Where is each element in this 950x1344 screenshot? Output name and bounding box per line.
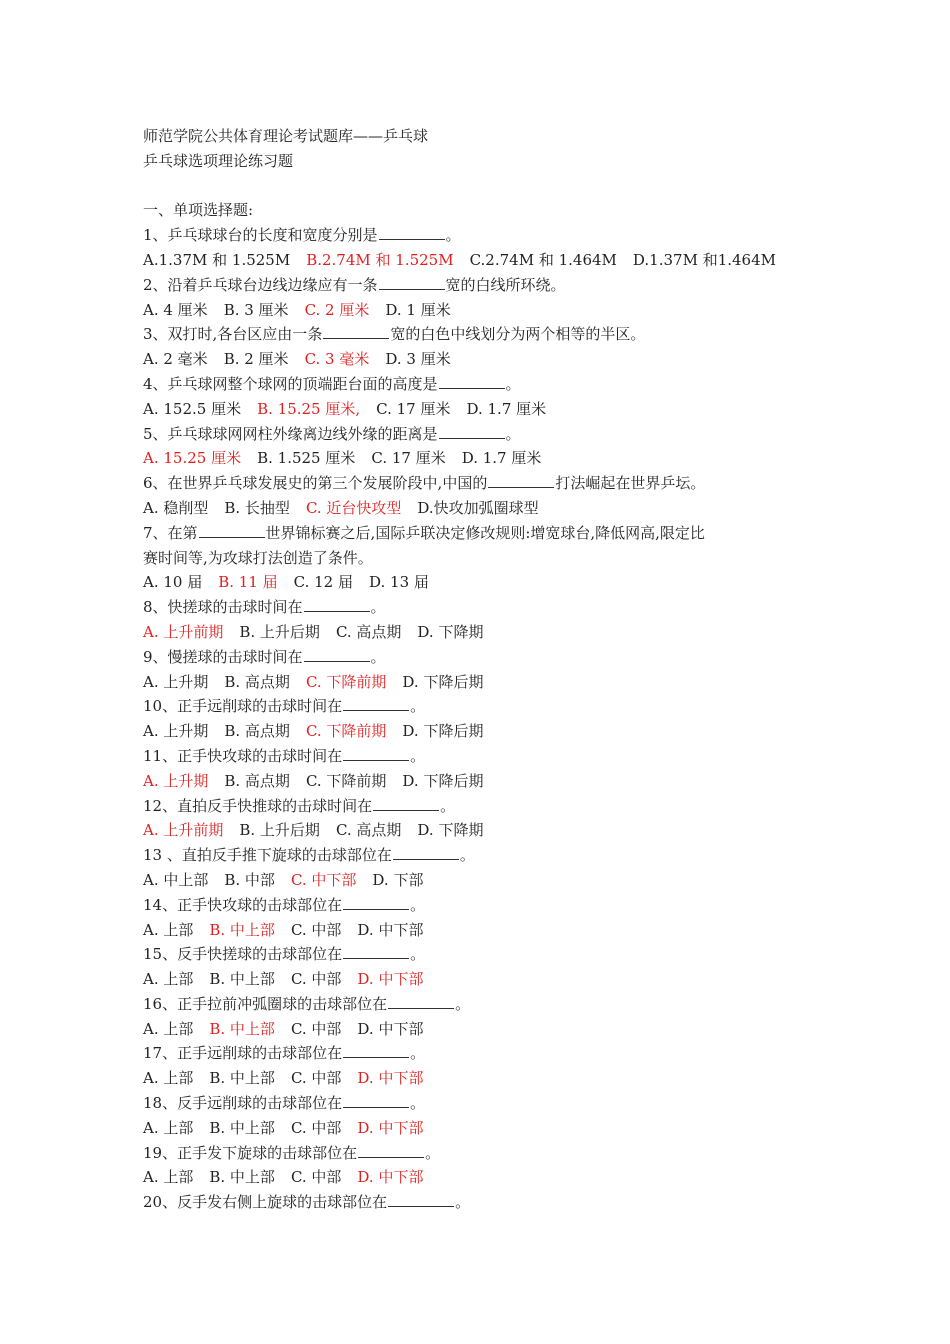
correct-option: A. 上升期: [143, 771, 209, 790]
answer-blank: [343, 944, 409, 959]
correct-option: D. 中下部: [357, 1118, 424, 1137]
option-row: [143, 446, 890, 471]
option: C. 17 厘米: [371, 449, 446, 468]
question-text: 12、直拍反手快推球的击球时间在: [143, 796, 373, 815]
option: B. 2 厘米: [223, 350, 289, 369]
option: A. 2 毫米: [143, 350, 208, 369]
option: C. 17 厘米: [376, 399, 451, 418]
answer-blank: [379, 275, 445, 290]
option: A. 稳削型: [143, 498, 209, 517]
question-stem: [143, 595, 890, 620]
question-text: 1、乒乓球球台的长度和宽度分别是: [143, 226, 378, 245]
option: D. 13 届: [369, 573, 429, 592]
correct-option: C. 近台快攻型: [305, 498, 402, 517]
question-text-end: 。: [505, 374, 521, 393]
question-stem: [143, 471, 890, 496]
question-text-end: 。: [370, 647, 386, 666]
option: D. 下降后期: [402, 672, 484, 691]
option-row: [143, 670, 890, 695]
correct-option: D. 中下部: [357, 1069, 424, 1088]
correct-option: B. 15.25 厘米,: [257, 399, 361, 418]
answer-blank: [379, 225, 445, 240]
option: C. 中部: [290, 970, 342, 989]
answer-blank: [343, 895, 409, 910]
option: B. 上升后期: [239, 622, 320, 641]
answer-blank: [323, 324, 389, 339]
option: C. 中部: [290, 1168, 342, 1187]
answer-blank: [199, 523, 265, 538]
answer-blank: [388, 1192, 454, 1207]
answer-blank: [439, 374, 505, 389]
answer-blank: [388, 994, 454, 1009]
correct-option: B. 11 届: [218, 573, 278, 592]
question-text-end: 宽的白色中线划分为两个相等的半区。: [390, 325, 646, 344]
answer-blank: [393, 845, 459, 860]
question-text: 11、正手快攻球的击球时间在: [143, 746, 343, 765]
question-text-end: 打法崛起在世界乒坛。: [555, 474, 706, 493]
option-row: [143, 496, 890, 521]
option: A. 上部: [143, 1168, 194, 1187]
option: C. 中部: [290, 1118, 342, 1137]
question-text: 15、反手快搓球的击球部位在: [143, 945, 343, 964]
question-text: 10、正手远削球的击球时间在: [143, 697, 343, 716]
option: D. 1.7 厘米: [461, 449, 542, 468]
question-text: 8、快搓球的击球时间在: [143, 598, 303, 617]
option-row: [143, 248, 890, 273]
option: D. 中下部: [357, 920, 424, 939]
doc-subtitle: 乒乓球选项理论练习题: [143, 151, 294, 170]
option: B. 中上部: [209, 970, 275, 989]
question-stem: [143, 942, 890, 967]
correct-option: C. 3 毫米: [304, 350, 370, 369]
option-row: [143, 967, 890, 992]
question-text: 7、在第: [143, 523, 198, 542]
question-stem: [143, 223, 890, 248]
question-stem: [143, 1141, 890, 1166]
question-text: 19、正手发下旋球的击球部位在: [143, 1143, 358, 1162]
option: A. 10 届: [143, 573, 203, 592]
correct-option: C. 下降前期: [305, 672, 387, 691]
correct-option: A. 上升前期: [143, 622, 224, 641]
question-stem: [143, 893, 890, 918]
option: D. 1.7 厘米: [466, 399, 547, 418]
option: A. 上部: [143, 1069, 194, 1088]
section-heading: 一、单项选择题:: [143, 201, 254, 220]
option: B. 长抽型: [224, 498, 290, 517]
option: C. 高点期: [335, 821, 402, 840]
option-row: [143, 818, 890, 843]
spacer: [143, 174, 890, 199]
question-list: [143, 223, 890, 1215]
answer-blank: [373, 796, 439, 811]
option: B. 3 厘米: [223, 300, 289, 319]
question-text-end: 。: [440, 796, 456, 815]
question-text-end: 宽的白线所环绕。: [445, 275, 566, 294]
correct-option: D. 中下部: [357, 970, 424, 989]
option-row: [143, 868, 890, 893]
answer-blank: [358, 1143, 424, 1158]
question-stem: [143, 1190, 890, 1215]
question-stem: [143, 422, 890, 447]
option: D. 下部: [372, 870, 424, 889]
option: A.1.37M 和 1.525M: [143, 250, 291, 269]
answer-blank: [304, 597, 370, 612]
option: B. 中上部: [209, 1118, 275, 1137]
option: C. 中部: [290, 1019, 342, 1038]
option: A. 上部: [143, 970, 194, 989]
option-row: [143, 620, 890, 645]
question-stem: [143, 372, 890, 397]
question-text: 3、双打时,各台区应由一条: [143, 325, 323, 344]
question-text-end: 。: [370, 598, 386, 617]
question-stem: [143, 694, 890, 719]
question-text: 2、沿着乒乓球台边线边缘应有一条: [143, 275, 378, 294]
question-stem: [143, 1041, 890, 1066]
option: C.2.74M 和 1.464M: [469, 250, 617, 269]
question-text-end: 。: [455, 1193, 471, 1212]
correct-option: B. 中上部: [209, 1019, 275, 1038]
option: D.快攻加弧圈球型: [417, 498, 539, 517]
option-row: [143, 347, 890, 372]
correct-option: B.2.74M 和 1.525M: [306, 250, 454, 269]
option: A. 上升期: [143, 722, 209, 741]
correct-option: C. 2 厘米: [304, 300, 370, 319]
question-text-end: 。: [410, 895, 426, 914]
option: A. 中上部: [143, 870, 209, 889]
option: C. 高点期: [335, 622, 402, 641]
option: A. 上部: [143, 1118, 194, 1137]
option-row: [143, 1165, 890, 1190]
question-text: 9、慢搓球的击球时间在: [143, 647, 303, 666]
correct-option: C. 中下部: [290, 870, 357, 889]
question-text: 13 、直拍反手推下旋球的击球部位在: [143, 846, 392, 865]
question-text-end: 世界锦标赛之后,国际乒联决定修改规则:增宽球台,降低网高,限定比: [265, 523, 705, 542]
question-stem: [143, 521, 890, 546]
question-text: 17、正手远削球的击球部位在: [143, 1044, 343, 1063]
question-text-end: 。: [505, 424, 521, 443]
option-row: [143, 769, 890, 794]
answer-blank: [304, 647, 370, 662]
correct-option: A. 上升前期: [143, 821, 224, 840]
option: C. 中部: [290, 920, 342, 939]
question-text-end: 。: [410, 746, 426, 765]
option: B. 中部: [224, 870, 275, 889]
answer-blank: [343, 1093, 409, 1108]
option: C. 下降前期: [305, 771, 387, 790]
option: A. 上部: [143, 1019, 194, 1038]
option-row: [143, 570, 890, 595]
option: D. 下降期: [417, 622, 484, 641]
question-text: 20、反手发右侧上旋球的击球部位在: [143, 1193, 388, 1212]
option: A. 4 厘米: [143, 300, 208, 319]
correct-option: A. 15.25 厘米: [143, 449, 242, 468]
option: A. 152.5 厘米: [143, 399, 242, 418]
option-row: [143, 918, 890, 943]
question-text-end: 。: [445, 226, 461, 245]
question-stem-continued: 赛时间等,为攻球打法创造了条件。: [143, 548, 373, 567]
question-text-end: 。: [455, 994, 471, 1013]
question-text-end: 。: [410, 1044, 426, 1063]
option: A. 上升期: [143, 672, 209, 691]
question-text-end: 。: [425, 1143, 441, 1162]
option: D. 3 厘米: [385, 350, 451, 369]
question-text-end: 。: [410, 945, 426, 964]
option: A. 上部: [143, 920, 194, 939]
question-text: 18、反手远削球的击球部位在: [143, 1094, 343, 1113]
option: B. 高点期: [224, 771, 290, 790]
correct-option: B. 中上部: [209, 920, 275, 939]
option-row: [143, 1017, 890, 1042]
question-text-end: 。: [459, 846, 475, 865]
question-text: 5、乒乓球球网网柱外缘离边线外缘的距离是: [143, 424, 438, 443]
question-text: 6、在世界乒乓球发展史的第三个发展阶段中,中国的: [143, 474, 488, 493]
option: D. 下降后期: [402, 771, 484, 790]
option-row: [143, 397, 890, 422]
question-text-end: 。: [410, 697, 426, 716]
question-stem: [143, 1091, 890, 1116]
question-text: 16、正手拉前冲弧圈球的击球部位在: [143, 994, 388, 1013]
option: B. 上升后期: [239, 821, 320, 840]
option: B. 中上部: [209, 1168, 275, 1187]
question-stem: [143, 322, 890, 347]
option-row: [143, 1116, 890, 1141]
option: B. 高点期: [224, 672, 290, 691]
answer-blank: [343, 696, 409, 711]
answer-blank: [488, 473, 554, 488]
option: B. 高点期: [224, 722, 290, 741]
option: D. 下降后期: [402, 722, 484, 741]
option: D. 1 厘米: [385, 300, 451, 319]
question-text: 14、正手快攻球的击球部位在: [143, 895, 343, 914]
option: D.1.37M 和1.464M: [632, 250, 776, 269]
question-stem: [143, 794, 890, 819]
option-row: [143, 719, 890, 744]
option: B. 1.525 厘米: [257, 449, 356, 468]
answer-blank: [343, 1043, 409, 1058]
question-stem: [143, 273, 890, 298]
option: D. 下降期: [417, 821, 484, 840]
option: D. 中下部: [357, 1019, 424, 1038]
question-stem: [143, 992, 890, 1017]
question-stem: [143, 744, 890, 769]
question-stem: [143, 843, 890, 868]
question-text: 4、乒乓球网整个球网的顶端距台面的高度是: [143, 374, 438, 393]
option: C. 中部: [290, 1069, 342, 1088]
answer-blank: [343, 746, 409, 761]
correct-option: D. 中下部: [357, 1168, 424, 1187]
question-text-end: 。: [410, 1094, 426, 1113]
option: C. 12 届: [293, 573, 353, 592]
doc-title: 师范学院公共体育理论考试题库——乒乓球: [143, 127, 429, 145]
correct-option: C. 下降前期: [305, 722, 387, 741]
option-row: [143, 1066, 890, 1091]
option-row: [143, 298, 890, 323]
answer-blank: [439, 424, 505, 439]
option: B. 中上部: [209, 1069, 275, 1088]
question-stem: [143, 645, 890, 670]
